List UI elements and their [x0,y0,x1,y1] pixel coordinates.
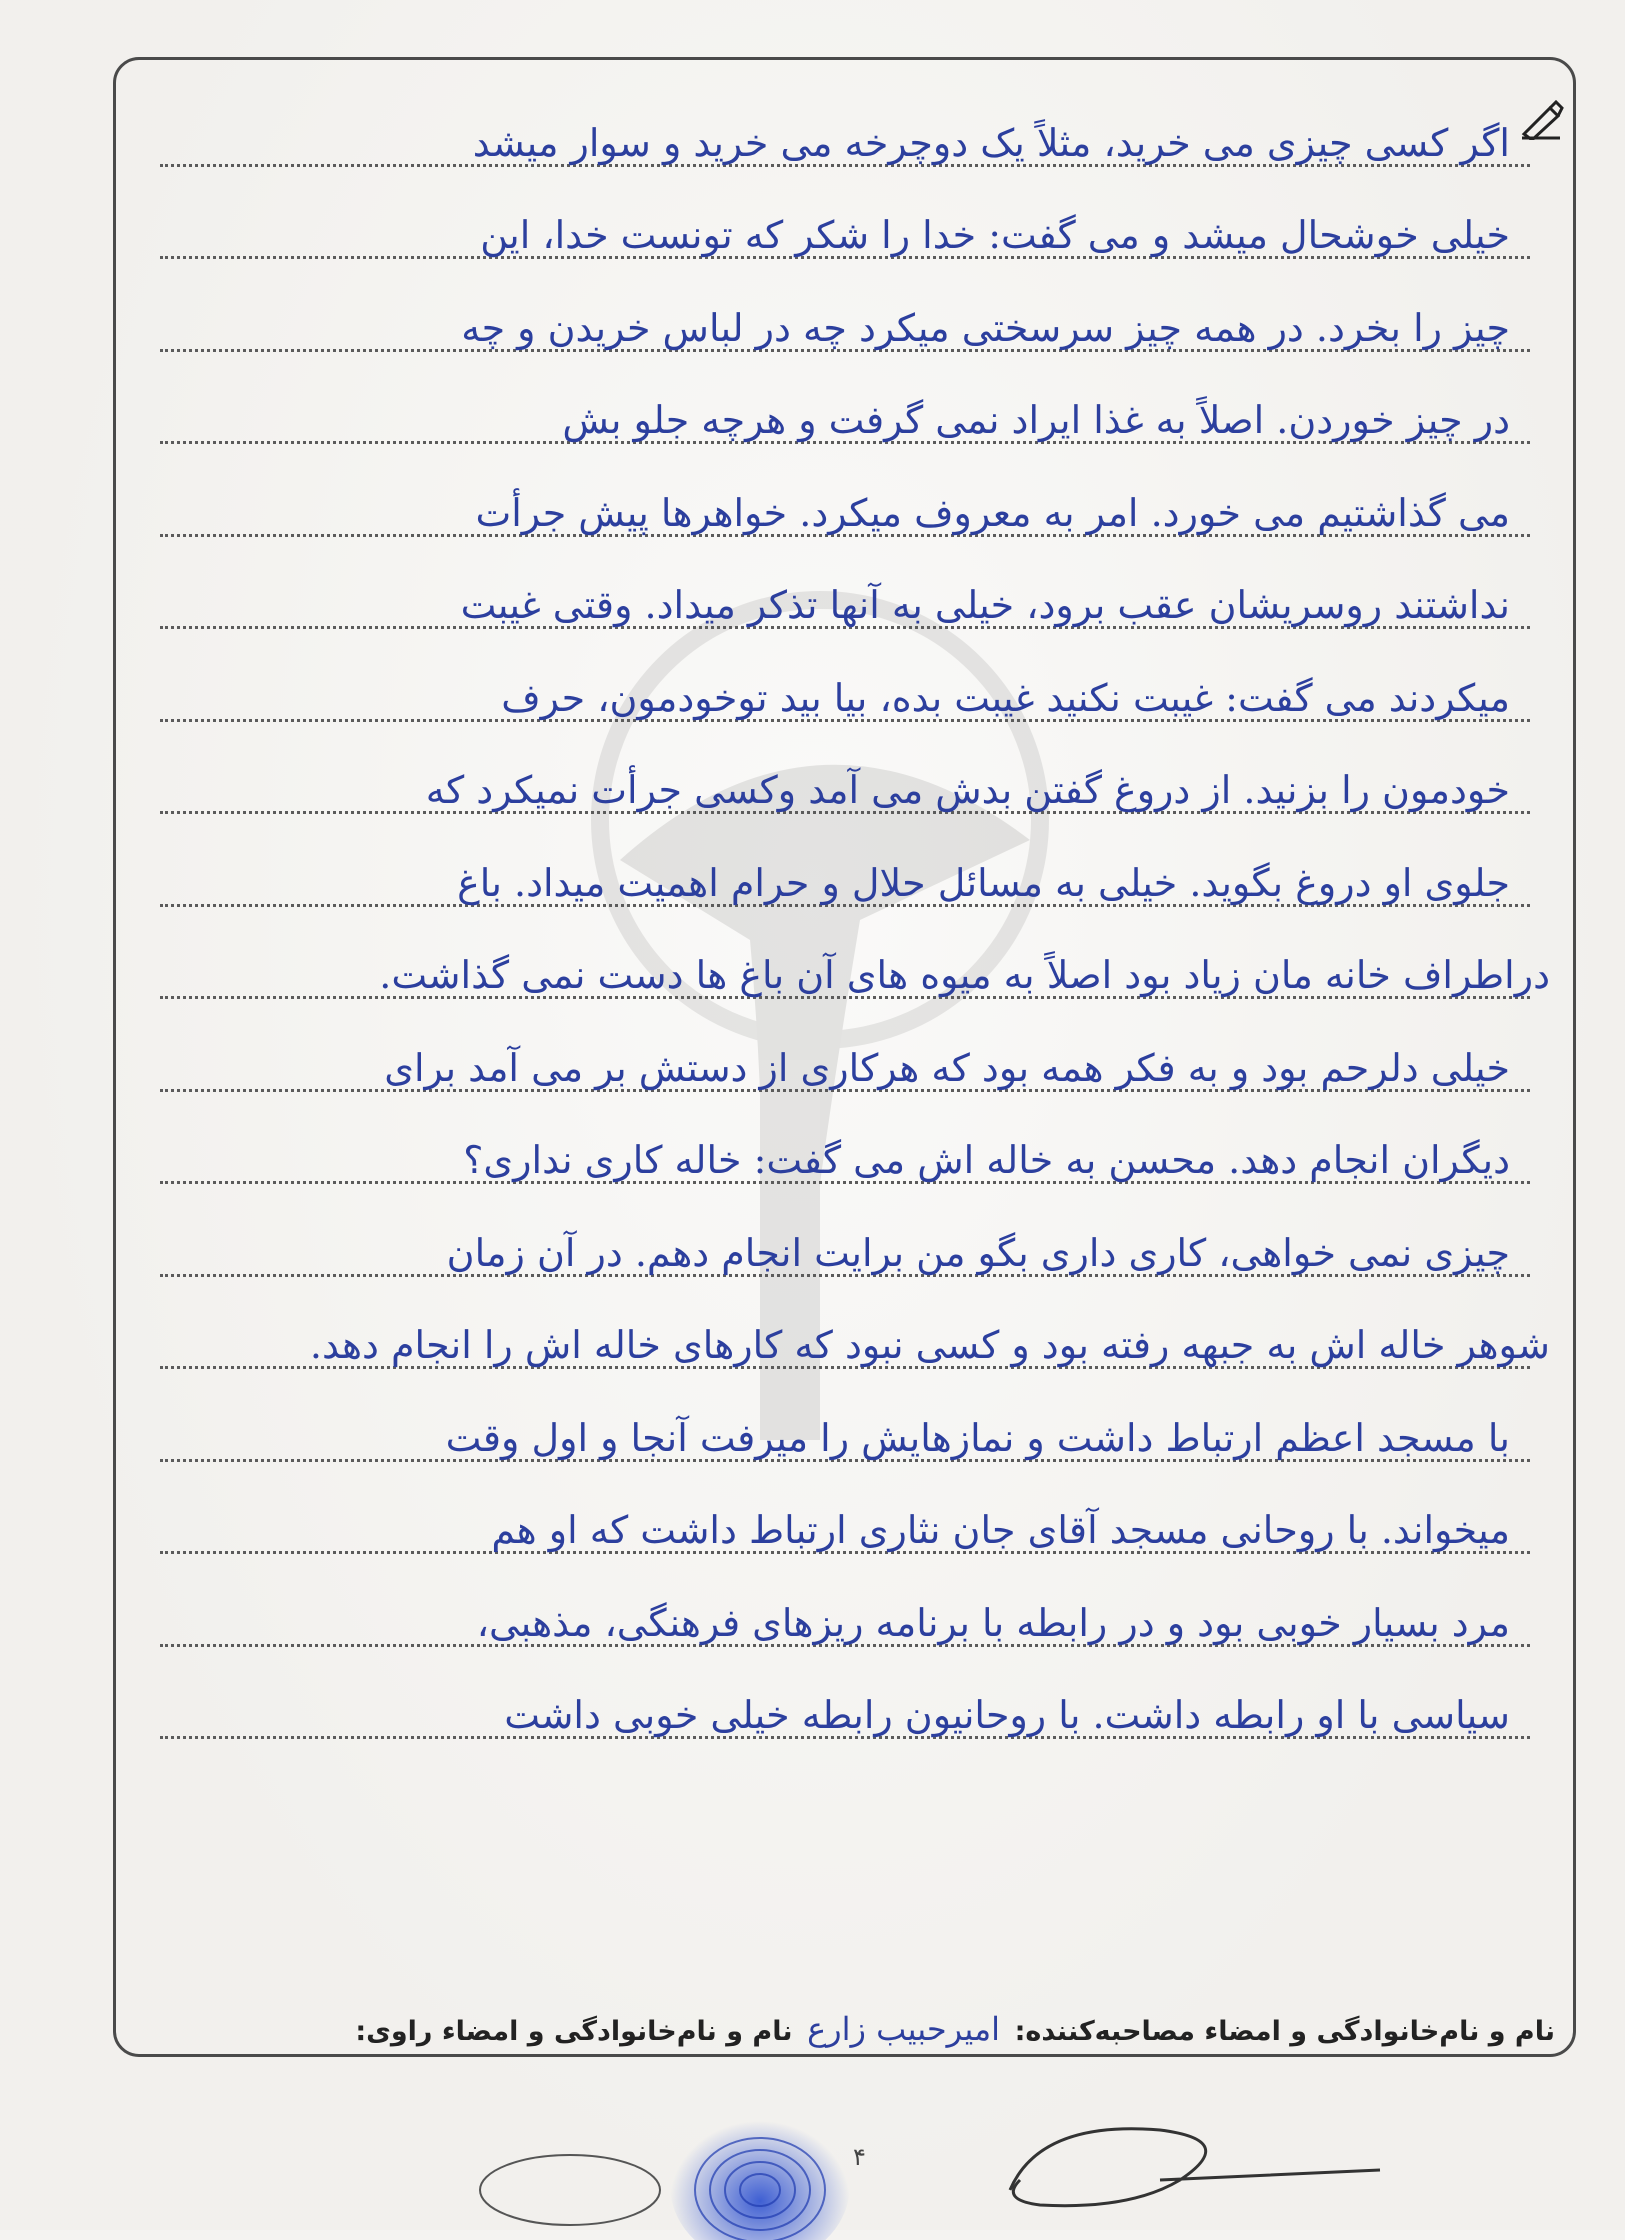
text-line [150,1108,1550,1201]
text-line [150,90,1550,183]
text-line [150,645,1550,738]
line-text: شوهر خاله اش به جبهه رفته بود و کسی نبود که کارهای خاله اش را انجام دهد. [309,1323,1550,1367]
text-line [150,1293,1550,1386]
signature-loop-icon [470,2130,670,2230]
text-line [150,1015,1550,1108]
line-text: می گذاشتیم می خورد. امر به معروف میکرد. خواهرها پیش جرأت [475,490,1510,535]
line-text: جلوی او دروغ بگوید. خیلی به مسائل حلال و حرام اهمیت میداد. باغ [457,860,1510,905]
line-text: با مسجد اعظم ارتباط داشت و نمازهایش را میرفت آنجا و اول وقت [445,1415,1510,1460]
text-line [150,1570,1550,1663]
signature-footer [95,2010,1555,2048]
handwritten-signature-icon [980,2110,1400,2230]
line-text: میکردند می گفت: غیبت نکنید غیبت بده، بیا بید توخودمون، حرف [501,675,1510,720]
line-text: چیز را بخرد. در همه چیز سرسختی میکرد چه در لباس خریدن و چه [461,305,1510,350]
text-line [150,1200,1550,1293]
text-line [150,553,1550,646]
line-text: دراطراف خانه مان زیاد بود اصلاً به میوه های آن باغ ها دست نمی گذاشت. [379,953,1550,997]
text-line [150,830,1550,923]
line-text: خودمون را بزنید. از دروغ گفتن بدش می آمد وکسی جرأت نمیکرد که [425,768,1510,812]
narrator-label: نام و نام‌خانوادگی و امضاء راوی: [355,2016,793,2047]
text-line [150,738,1550,831]
line-text: مرد بسیار خوبی بود و در رابطه با برنامه ریزهای فرهنگی، مذهبی، [476,1600,1510,1645]
line-text: اگر کسی چیزی می خرید، مثلاً یک دوچرخه می خرید و سوار میشد [472,120,1510,165]
handwritten-text-block [150,90,1550,1755]
line-text: در چیز خوردن. اصلاً به غذا ایراد نمی گرفت و هرچه جلو بش [562,398,1510,442]
text-line [150,1478,1550,1571]
line-text: دیگران انجام دهد. محسن به خاله اش می گفت: خاله کاری نداری؟ [463,1138,1510,1182]
text-line [150,1663,1550,1756]
text-line [150,275,1550,368]
text-line [150,923,1550,1016]
interviewer-label: نام و نام‌خانوادگی و امضاء مصاحبه‌کننده: [1014,2016,1555,2047]
line-text: خیلی خوشحال میشد و می گفت: خدا را شکر که تونست خدا، این [480,213,1510,257]
text-line [150,368,1550,461]
text-line [150,460,1550,553]
text-line [150,183,1550,276]
interviewer-name: امیرحبیب زارع [807,2010,1000,2048]
line-text: چیزی نمی خواهی، کاری داری بگو من برایت انجام دهم. در آن زمان [446,1230,1510,1275]
fingerprint-icon [660,2090,860,2240]
line-text: سیاسی با او رابطه داشت. با روحانیون رابطه خیلی خوبی داشت [504,1693,1510,1737]
line-text: میخواند. با روحانی مسجد آقای جان نثاری ارتباط داشت که او هم [491,1508,1510,1552]
page-number: ۴ [853,2143,866,2171]
text-line [150,1385,1550,1478]
line-text: نداشتند روسریشان عقب برود، خیلی به آنها تذکر میداد. وقتی غیبت [460,583,1510,627]
line-text: خیلی دلرحم بود و به فکر همه بود که هرکاری از دستش بر می آمد برای [384,1045,1510,1090]
